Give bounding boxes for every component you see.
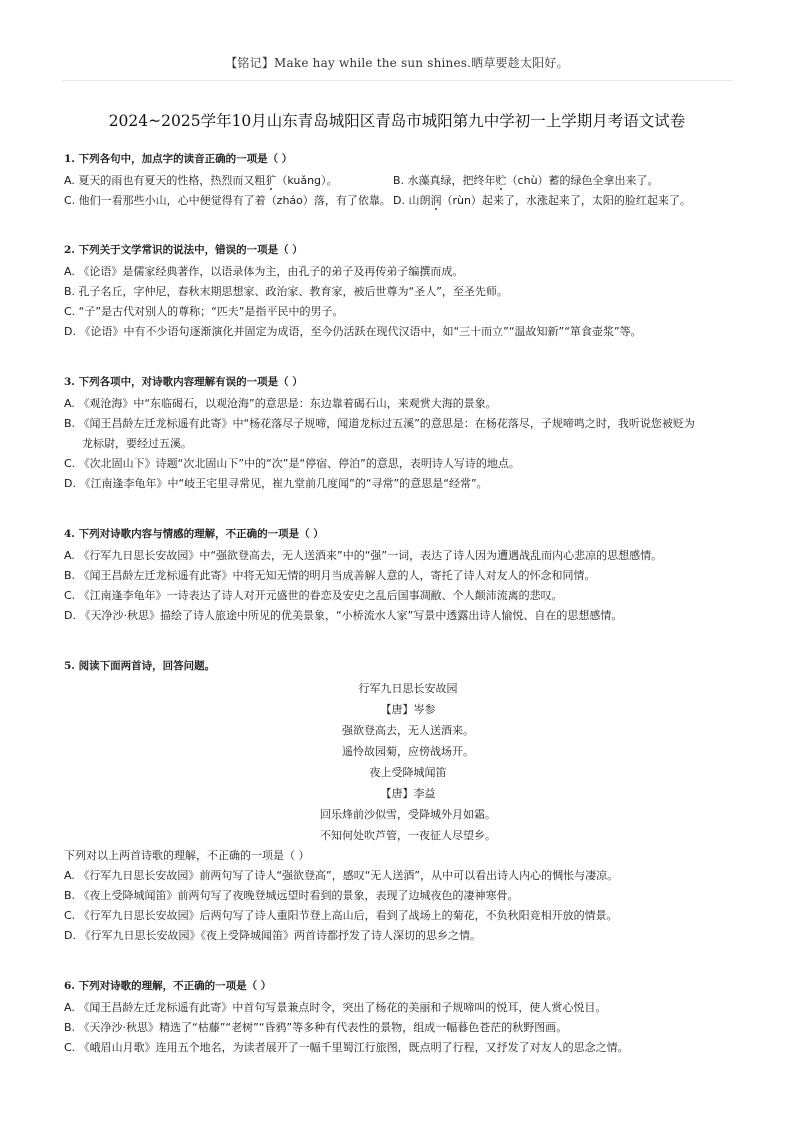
question-1-stem: 1. 下列各句中，加点字的读音正确的一项是（ ） — [64, 153, 293, 165]
question-5-prompt: 下列对以上两首诗歌的理解，不正确的一项是（ ） — [64, 849, 310, 862]
option-d-pinyin: （rùn）起来了，水涨起来了，太阳的脸红起来了。 — [441, 194, 691, 207]
option-d-text: D. 山朗 — [393, 194, 431, 207]
option-b-text: B. 水藻真绿，把终年 — [393, 174, 496, 187]
option-b-pinyin: （chù）蓄的绿色全拿出来了。 — [506, 174, 659, 187]
option-d: D. 《行军九日思长安故园》《夜上受降城闻笛》两首诗都抒发了诗人深切的思乡之情。 — [64, 929, 481, 942]
option-d-dotted-char: 润 — [430, 194, 442, 207]
poem-1-line-2: 遥怜故园菊，应傍战场开。 — [342, 745, 474, 758]
option-b: B. 《闻王昌龄左迁龙标遥有此寄》中将无知无情的明月当成善解人意的人，寄托了诗人对友人的怀念和同情。 — [64, 569, 596, 582]
option-c: C. 《峨眉山月歌》连用五个地名，为读者展开了一幅千里蜀江行旅图，既点明了行程，又抒发了对友人的思念之情。 — [64, 1041, 629, 1054]
poem-1-author: 【唐】岑参 — [380, 703, 436, 716]
question-4 — [64, 525, 704, 626]
poem-2-author: 【唐】李益 — [380, 787, 436, 800]
option-d: D. 《论语》中有不少语句逐渐演化并固定为成语，至今仍活跃在现代汉语中，如“三十而立”“温故知新”“箪食壶浆”等。 — [64, 325, 642, 338]
option-b: B. 《闻王昌龄左迁龙标遥有此寄》中“杨花落尽子规啼，闻道龙标过五溪”的意思是：在杨花落尽，子规啼鸣之时，我听说您被贬为龙标尉，要经过五溪。 — [64, 417, 695, 450]
question-2 — [64, 241, 704, 342]
question-3-stem: 3. 下列各项中，对诗歌内容理解有误的一项是（ ） — [64, 376, 303, 388]
document-title: 2024~2025学年10月山东青岛城阳区青岛市城阳第九中学初一上学期月考语文试卷 — [108, 112, 686, 130]
poem-2-line-1: 回乐烽前沙似雪，受降城外月如霜。 — [320, 808, 496, 821]
header-divider — [62, 80, 732, 81]
option-c-text: C. 他们一看那些小山，心中便觉得有了着 — [64, 194, 266, 207]
option-c: C. 《行军九日思长安故园》后两句写了诗人重阳节登上高山后，看到了战场上的菊花，不负秋阳竞相开放的情景。 — [64, 909, 618, 922]
question-2-stem: 2. 下列关于文学常识的说法中，错误的一项是（ ） — [64, 244, 303, 256]
option-b: B. 《夜上受降城闻笛》前两句写了夜晚登城远望时看到的景象，表现了边城夜色的凄神寒骨。 — [64, 889, 519, 902]
option-a: A. 《论语》是儒家经典著作，以语录体为主，由孔子的弟子及再传弟子编撰而成。 — [64, 265, 464, 278]
question-1-row-cd — [64, 191, 704, 211]
option-c-pinyin: （zháo）落，有了依靠。 — [265, 194, 391, 207]
option-a: A. 《行军九日思长安故园》中“强欲登高去，无人送酒来”中的“强”一词，表达了诗人因为遭遇战乱而内心悲凉的思想感情。 — [64, 549, 663, 562]
poem-1-line-1: 强欲登高去，无人送酒来。 — [342, 724, 474, 737]
option-b: B. 孔子名丘，字仲尼，春秋末期思想家、政治家、教育家，被后世尊为“圣人”，至圣先师。 — [64, 285, 508, 298]
question-4-stem: 4. 下列对诗歌内容与情感的理解，不正确的一项是（ ） — [64, 528, 324, 540]
option-a-dotted-char: 犷 — [265, 174, 277, 187]
option-b-dotted-char: 贮 — [495, 174, 507, 187]
option-a — [64, 171, 393, 191]
question-1 — [64, 150, 704, 211]
option-c: C. 《次北固山下》诗题“次北固山下”中的“次”是“停宿、停泊”的意思，表明诗人写诗的地点。 — [64, 457, 520, 470]
question-5-stem: 5. 阅读下面两首诗，回答问题。 — [64, 660, 216, 672]
question-5 — [64, 657, 704, 946]
question-6-stem: 6. 下列对诗歌的理解，不正确的一项是（ ） — [64, 980, 272, 992]
option-c — [64, 191, 393, 211]
header-motto: 【铭记】Make hay while the sun shines.晒草要趁太阳好。 — [225, 56, 569, 70]
poem-2-title: 夜上受降城闻笛 — [369, 766, 447, 779]
option-a: A. 《观沧海》中“东临碣石，以观沧海”的意思是：东边靠着碣石山，来观赏大海的景象。 — [64, 397, 497, 410]
option-a-pinyin: （kuǎng）。 — [276, 174, 338, 187]
question-3 — [64, 373, 704, 494]
exam-content — [64, 150, 704, 1058]
poem-2-line-2: 不知何处吹芦管，一夜征人尽望乡。 — [320, 829, 496, 842]
option-a: A. 《行军九日思长安故园》前两句写了诗人“强欲登高”，感叹“无人送酒”，从中可以看出诗人内心的惆怅与凄凉。 — [64, 869, 619, 882]
option-c: C. 《江南逢李龟年》一诗表达了诗人对开元盛世的眷恋及安史之乱后国事凋敝、个人颠沛流离的悲叹。 — [64, 589, 563, 602]
question-6 — [64, 977, 704, 1058]
option-d: D. 《天净沙·秋思》描绘了诗人旅途中所见的优美景象，“小桥流水人家”写景中透露出诗人愉悦、自在的思想感情。 — [64, 609, 623, 622]
option-d: D. 《江南逢李龟年》中“岐王宅里寻常见，崔九堂前几度闻”的“寻常”的意思是“经常”。 — [64, 477, 488, 490]
question-1-row-ab — [64, 171, 704, 191]
poem-1-title: 行军九日思长安故园 — [358, 682, 458, 695]
option-a-text: A. 夏天的雨也有夏天的性格，热烈而又粗 — [64, 174, 266, 187]
option-b: B. 《天净沙·秋思》精选了“枯藤”“老树”“昏鸦”等多种有代表性的景物，组成一幅暮色苍茫的秋野图画。 — [64, 1021, 568, 1034]
option-b — [393, 171, 704, 191]
option-a: A. 《闻王昌龄左迁龙标遥有此寄》中首句写景兼点时令，突出了杨花的美丽和子规啼叫的悦耳，使人赏心悦目。 — [64, 1001, 607, 1014]
option-d — [393, 191, 704, 211]
option-c: C. “子”是古代对别人的尊称；“匹夫”是指平民中的男子。 — [64, 305, 344, 318]
